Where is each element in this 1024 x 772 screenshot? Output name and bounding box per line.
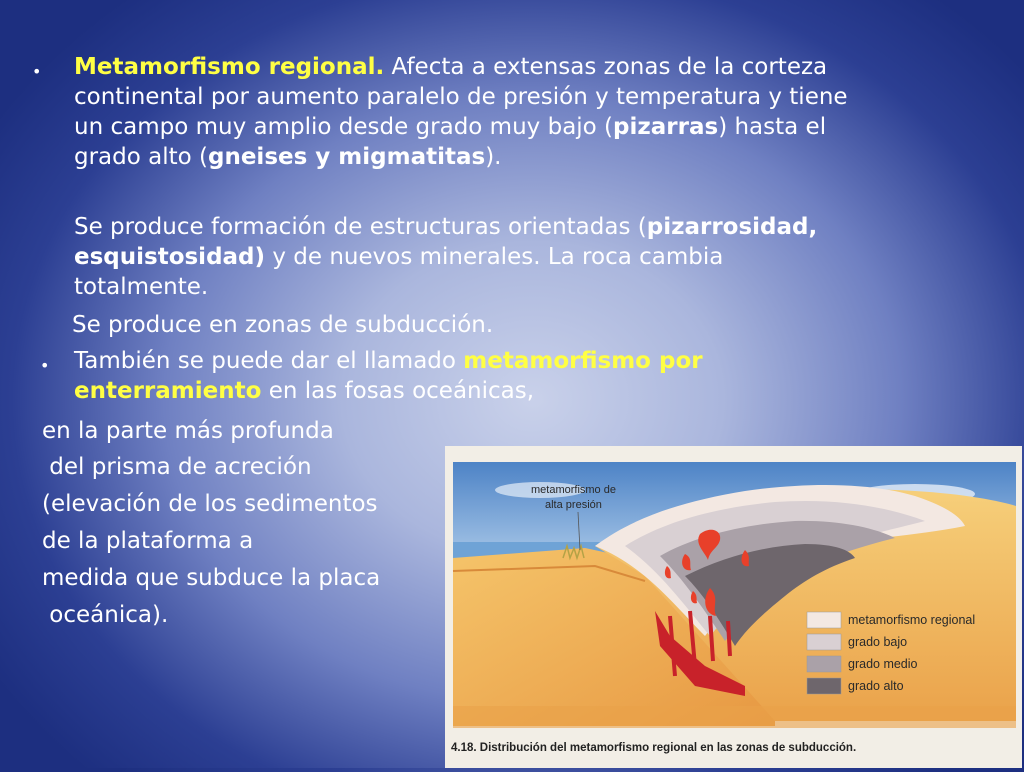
pointer-label-line-2: alta presión [545, 499, 602, 511]
paragraph-estructuras [74, 212, 864, 302]
text-span: ). [485, 144, 502, 170]
term-metamorfismo-enterramiento: metamorfismo por enterramiento [74, 348, 703, 404]
subduction-figure [445, 446, 1022, 768]
text-line-4: de la plataforma a [42, 528, 254, 554]
text-line-1: en la parte más profunda [42, 418, 334, 444]
subduction-diagram [445, 446, 1022, 768]
bullet-paragraph-regional [74, 52, 854, 172]
text-line-2: del prisma de acreción [42, 454, 312, 480]
bullet-paragraph-enterramiento [74, 346, 814, 406]
text-span: También se puede dar el llamado [74, 348, 464, 374]
paragraph-subduccion: Se produce en zonas de subducción. [72, 312, 494, 338]
caption-text: Distribución del metamorfismo regional en las zonas de subducción. [476, 742, 857, 754]
text-span: Afecta a extensas zonas de la corteza continental por aumento paralelo de presión y temperatura y tiene un campo muy amplio desde grado muy bajo ( [74, 54, 848, 140]
legend-label-regional: metamorfismo regional [848, 613, 976, 627]
legend-swatch-alto [807, 678, 841, 694]
text-span: ) hasta el grado alto ( [74, 114, 827, 170]
text-line-3: (elevación de los sedimentos [42, 491, 378, 517]
caption-number: 4.18. [451, 742, 477, 754]
legend-swatch-regional [807, 612, 841, 628]
legend-label-bajo: grado bajo [848, 635, 908, 649]
bullet-marker-1: • [32, 62, 42, 81]
legend-swatch-medio [807, 656, 841, 672]
term-pizarrosidad: pizarrosidad, esquistosidad) [74, 214, 818, 270]
legend-swatch-bajo [807, 634, 841, 650]
term-gneises: gneises y migmatitas [208, 144, 486, 170]
bullet-marker-2: • [40, 356, 50, 375]
term-metamorfismo-regional: Metamorfismo regional. [74, 54, 385, 80]
text-span: en las fosas oceánicas, [261, 378, 535, 404]
text-line-6: oceánica). [42, 602, 169, 628]
legend-label-alto: grado alto [848, 679, 904, 693]
text-span: y de nuevos minerales. La roca cambia totalmente. [74, 244, 724, 300]
figure-caption [451, 742, 856, 754]
base-layer [453, 706, 1016, 728]
pointer-label-line-1: metamorfismo de [531, 484, 616, 496]
term-pizarras: pizarras [613, 114, 719, 140]
legend-label-medio: grado medio [848, 657, 918, 671]
text-span: Se produce formación de estructuras orientadas ( [74, 214, 647, 240]
text-line-5: medida que subduce la placa [42, 565, 381, 591]
